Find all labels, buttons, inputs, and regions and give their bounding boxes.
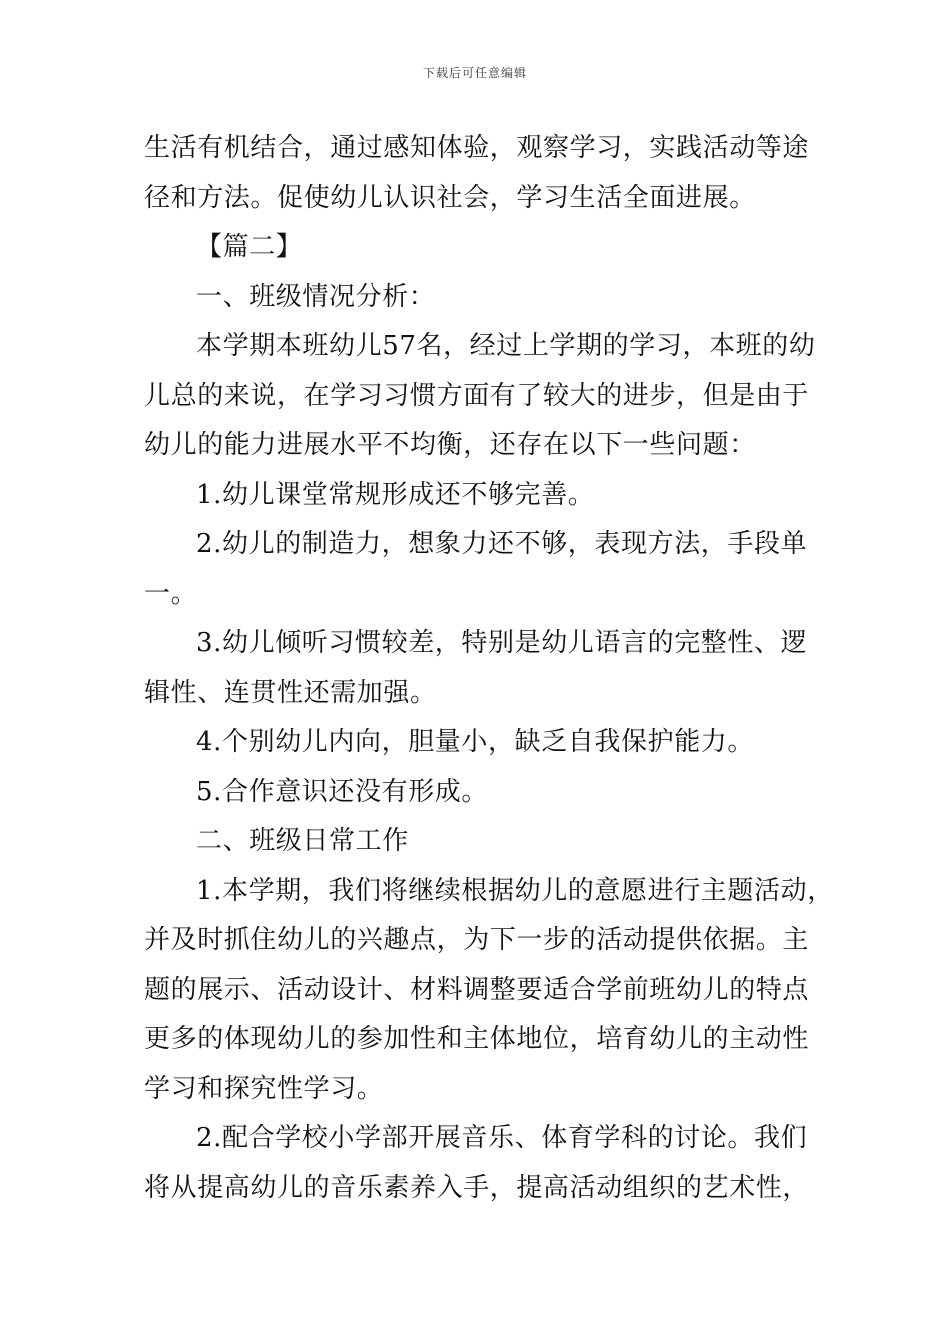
text-line: 辑性、连贯性还需加强。 bbox=[144, 677, 437, 708]
text-line: 1.幼儿课堂常规形成还不够完善。 bbox=[196, 479, 595, 510]
text-line: 题的展示、活动设计、材料调整要适合学前班幼儿的特点 bbox=[144, 974, 810, 1005]
text-line: 5.合作意识还没有形成。 bbox=[196, 776, 489, 807]
text-line: 生活有机结合，通过感知体验，观察学习，实践活动等途 bbox=[144, 133, 810, 163]
text-line: 本学期本班幼儿57名，经过上学期的学习，本班的幼 bbox=[196, 331, 816, 361]
text-line: 3.幼儿倾听习惯较差，特别是幼儿语言的完整性、逻 bbox=[196, 628, 808, 658]
text-line: 一、班级情况分析： bbox=[196, 281, 436, 312]
text-line: 幼儿的能力进展水平不均衡，还存在以下一些问题： bbox=[144, 430, 756, 460]
text-line: 2.幼儿的制造力，想象力还不够，表现方法，手段单 bbox=[196, 529, 808, 559]
text-line: 二、班级日常工作 bbox=[196, 826, 409, 856]
text-line: 儿总的来说，在学习习惯方面有了较大的进步，但是由于 bbox=[144, 380, 810, 411]
text-line: 将从提高幼儿的音乐素养入手，提高活动组织的艺术性， bbox=[144, 1172, 810, 1203]
document-body bbox=[144, 124, 834, 1213]
text-line: 一。 bbox=[144, 578, 198, 609]
text-line: 【篇二】 bbox=[196, 232, 303, 262]
text-line: 并及时抓住幼儿的兴趣点，为下一步的活动提供依据。主 bbox=[144, 925, 810, 955]
page-header: 下载后可任意编辑 bbox=[422, 66, 527, 80]
text-line: 学习和探究性学习。 bbox=[144, 1073, 384, 1104]
text-line: 2.配合学校小学部开展音乐、体育学科的讨论。我们 bbox=[196, 1123, 808, 1153]
text-line: 更多的体现幼儿的参加性和主体地位，培育幼儿的主动性 bbox=[144, 1024, 810, 1054]
text-line: 1.本学期，我们将继续根据幼儿的意愿进行主题活动， bbox=[196, 875, 834, 906]
text-line: 径和方法。促使幼儿认识社会，学习生活全面进展。 bbox=[144, 182, 756, 213]
text-line: 4.个别幼儿内向，胆量小，缺乏自我保护能力。 bbox=[196, 727, 755, 757]
